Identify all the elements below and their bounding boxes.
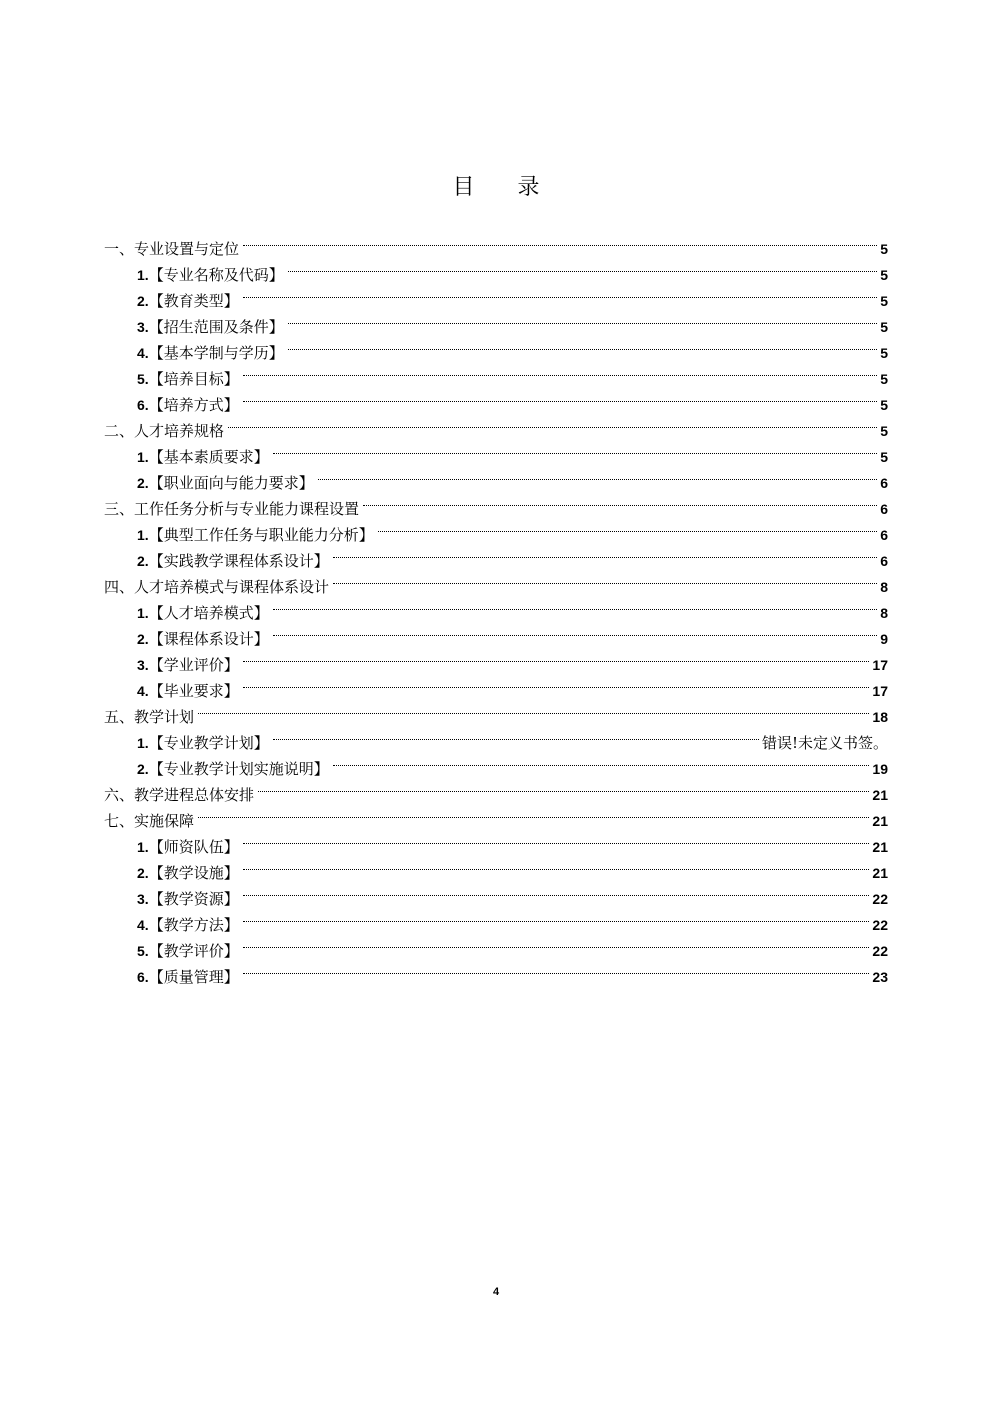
toc-entry-title: 【人才培养模式】 [148, 604, 269, 622]
toc-entry-number: 2. [137, 631, 149, 647]
toc-entry-page: 5 [880, 319, 888, 335]
dot-leader [243, 384, 878, 410]
dot-leader [243, 644, 870, 670]
toc-entry-title: 【专业教学计划实施说明】 [148, 760, 329, 778]
toc-entry-number: 1. [137, 527, 149, 543]
toc-entry-number: 2. [137, 761, 149, 777]
dot-leader [333, 566, 877, 592]
toc-entry-page: 18 [872, 709, 888, 725]
dot-leader [243, 670, 870, 696]
toc-entry-title: 【学业评价】 [148, 656, 239, 674]
dot-leader [273, 592, 878, 618]
toc-entry-title: 【师资队伍】 [148, 838, 239, 856]
toc-entry-page: 5 [880, 371, 888, 387]
toc-entry-page: 错误!未定义书签。 [761, 734, 888, 752]
dot-leader [273, 722, 759, 748]
toc-entry-number: 2. [137, 553, 149, 569]
toc-entry-title: 【教学方法】 [148, 916, 239, 934]
dot-leader [273, 436, 878, 462]
dot-leader [288, 306, 878, 332]
toc-entry-title: 【基本学制与学历】 [148, 344, 284, 362]
toc-entry-number: 6. [137, 397, 149, 413]
toc-entry[interactable] [104, 826, 888, 856]
toc-entry-number: 2. [137, 475, 149, 491]
dot-leader [288, 254, 878, 280]
dot-leader [243, 956, 870, 982]
dot-leader [198, 696, 869, 722]
dot-leader [243, 930, 870, 956]
dot-leader [378, 514, 878, 540]
toc-entry[interactable] [104, 722, 888, 752]
page-number: 4 [492, 1286, 500, 1298]
toc-entry-number: 5. [137, 371, 149, 387]
toc-entry-page: 23 [872, 969, 888, 985]
dot-leader [243, 280, 878, 306]
toc-entry-page: 22 [872, 917, 888, 933]
toc-entry-page: 5 [880, 449, 888, 465]
toc-entry-page: 21 [872, 839, 888, 855]
toc-entry-number: 1. [137, 839, 149, 855]
toc-entry-page: 5 [880, 345, 888, 361]
toc-entry-page: 8 [880, 605, 888, 621]
toc-entry-page: 5 [880, 267, 888, 283]
dot-leader [258, 774, 869, 800]
toc-entry-number: 2. [137, 865, 149, 881]
dot-leader [243, 358, 878, 384]
toc-entry-title: 【培养目标】 [148, 370, 239, 388]
toc-entry-page: 21 [872, 865, 888, 881]
toc-entry-number: 1. [137, 605, 149, 621]
toc-entry-page: 17 [872, 657, 888, 673]
dot-leader [363, 488, 877, 514]
toc-entry-number: 1. [137, 267, 149, 283]
toc-entry-page: 22 [872, 891, 888, 907]
toc-entry-title: 四、人才培养模式与课程体系设计 [104, 578, 330, 596]
toc-entry[interactable] [104, 800, 888, 830]
dot-leader [243, 852, 870, 878]
toc-entry-number: 1. [137, 449, 149, 465]
toc-title: 目 录 [452, 175, 558, 200]
dot-leader [273, 618, 878, 644]
toc-entry-title: 【教学评价】 [148, 942, 239, 960]
toc-entry-title: 三、工作任务分析与专业能力课程设置 [104, 500, 360, 518]
toc-entry-title: 一、专业设置与定位 [104, 240, 240, 258]
toc-entry-title: 【毕业要求】 [148, 682, 239, 700]
toc-entry-page: 19 [872, 761, 888, 777]
toc-entry-number: 3. [137, 891, 149, 907]
toc-entry-title: 【专业教学计划】 [148, 734, 269, 752]
toc-entry-title: 五、教学计划 [104, 708, 195, 726]
toc-entry-title: 【培养方式】 [148, 396, 239, 414]
toc-entry-number: 4. [137, 683, 149, 699]
toc-entry-title: 【教学资源】 [148, 890, 239, 908]
dot-leader [333, 748, 870, 774]
dot-leader [288, 332, 878, 358]
toc-entry-title: 【典型工作任务与职业能力分析】 [148, 526, 374, 544]
toc-entry-number: 1. [137, 735, 149, 751]
toc-entry-page: 8 [880, 579, 888, 595]
toc-entry-number: 5. [137, 943, 149, 959]
toc-entry-number: 3. [137, 319, 149, 335]
toc-entry-title: 【课程体系设计】 [148, 630, 269, 648]
dot-leader [243, 228, 877, 254]
toc-entry-title: 二、人才培养规格 [104, 422, 225, 440]
toc-entry-page: 6 [880, 501, 888, 517]
toc-entry-page: 5 [880, 397, 888, 413]
toc-entry-page: 22 [872, 943, 888, 959]
toc-entry-title: 【教育类型】 [148, 292, 239, 310]
toc-entry-title: 【职业面向与能力要求】 [148, 474, 314, 492]
toc-entry-page: 5 [880, 423, 888, 439]
toc-entry[interactable] [104, 696, 888, 726]
toc-entry-page: 6 [880, 553, 888, 569]
toc-entry-number: 3. [137, 657, 149, 673]
toc-entry[interactable] [104, 228, 888, 258]
toc-entry-page: 6 [880, 475, 888, 491]
toc-entry-number: 4. [137, 917, 149, 933]
toc-entry-title: 七、实施保障 [104, 812, 195, 830]
dot-leader [243, 878, 870, 904]
toc-entry-number: 2. [137, 293, 149, 309]
toc-entry-number: 4. [137, 345, 149, 361]
toc-entry-page: 6 [880, 527, 888, 543]
toc-entry-title: 【基本素质要求】 [148, 448, 269, 466]
toc-entry-page: 21 [872, 813, 888, 829]
toc-entry-title: 【质量管理】 [148, 968, 239, 986]
toc-entry-page: 5 [880, 241, 888, 257]
toc-entry-title: 【实践教学课程体系设计】 [148, 552, 329, 570]
toc-entry-page: 5 [880, 293, 888, 309]
toc-entry-page: 17 [872, 683, 888, 699]
dot-leader [228, 410, 877, 436]
toc-entry-page: 9 [880, 631, 888, 647]
dot-leader [243, 904, 870, 930]
table-of-contents [104, 228, 888, 986]
toc-entry-title: 六、教学进程总体安排 [104, 786, 255, 804]
toc-entry-title: 【招生范围及条件】 [148, 318, 284, 336]
toc-entry-title: 【教学设施】 [148, 864, 239, 882]
toc-entry-page: 21 [872, 787, 888, 803]
dot-leader [198, 800, 869, 826]
dot-leader [333, 540, 878, 566]
dot-leader [243, 826, 870, 852]
toc-entry-title: 【专业名称及代码】 [148, 266, 284, 284]
toc-entry-number: 6. [137, 969, 149, 985]
dot-leader [318, 462, 878, 488]
